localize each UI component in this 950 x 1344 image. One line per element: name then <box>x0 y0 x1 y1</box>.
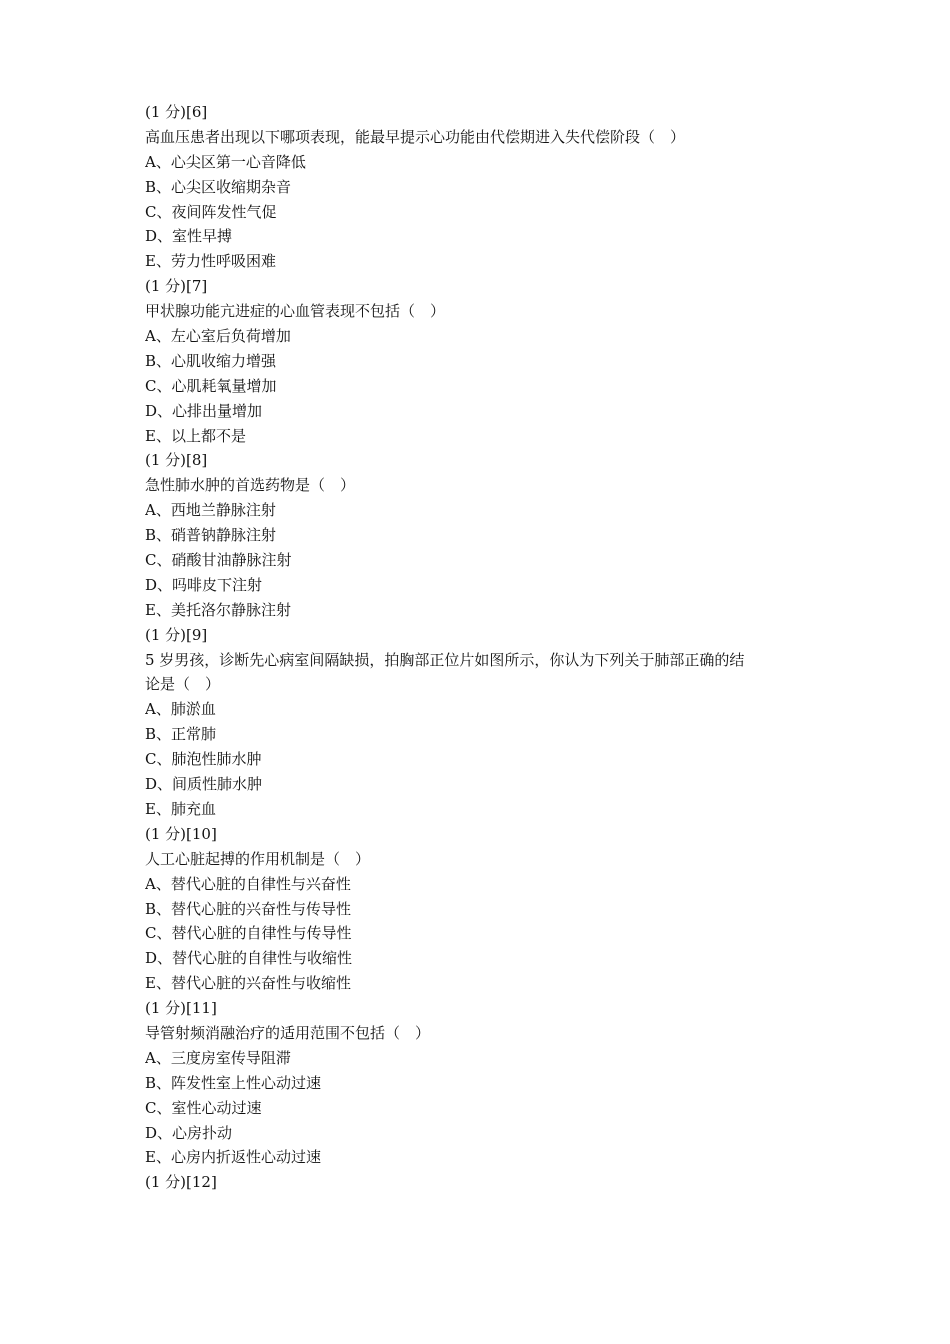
option-c: C、硝酸甘油静脉注射 <box>145 551 292 570</box>
document-page <box>145 100 825 1195</box>
option-b: B、心尖区收缩期杂音 <box>145 177 292 196</box>
option-c: C、心肌耗氧量增加 <box>145 376 277 395</box>
option-e: E、以上都不是 <box>145 426 246 445</box>
option-d: D、室性早搏 <box>145 227 233 246</box>
option-d: D、替代心脏的自律性与收缩性 <box>145 949 353 968</box>
question-text: 导管射频消融治疗的适用范围不包括（ ） <box>145 1023 431 1042</box>
score-label: (1 分)[6] <box>145 103 208 121</box>
option-a: A、左心室后负荷增加 <box>145 327 291 346</box>
option-b: B、正常肺 <box>145 725 217 744</box>
score-label: (1 分)[9] <box>145 625 208 644</box>
option-c: C、肺泡性肺水肿 <box>145 750 262 769</box>
option-d: D、心排出量增加 <box>145 401 263 420</box>
option-b: B、阵发性室上性心动过速 <box>145 1073 322 1092</box>
option-e: E、心房内折返性心动过速 <box>145 1148 321 1167</box>
option-d: D、间质性肺水肿 <box>145 775 263 794</box>
option-a: A、西地兰静脉注射 <box>145 501 276 520</box>
option-a: A、肺淤血 <box>145 700 216 719</box>
option-a: A、心尖区第一心音降低 <box>145 152 306 171</box>
option-c: C、室性心动过速 <box>145 1098 262 1117</box>
option-a: A、三度房室传导阻滞 <box>145 1048 291 1067</box>
option-e: E、劳力性呼吸困难 <box>145 252 276 271</box>
question-text: 急性肺水肿的首选药物是（ ） <box>145 476 356 495</box>
option-b: B、替代心脏的兴奋性与传导性 <box>145 899 352 918</box>
option-b: B、心肌收缩力增强 <box>145 351 277 370</box>
option-d: D、心房扑动 <box>145 1123 233 1142</box>
option-c: C、夜间阵发性气促 <box>145 202 277 221</box>
question-text-continued: 论是（ ） <box>145 675 221 694</box>
question-text: 人工心脏起搏的作用机制是（ ） <box>145 849 371 868</box>
option-e: E、肺充血 <box>145 799 216 818</box>
score-label: (1 分)[8] <box>145 451 208 470</box>
score-label: (1 分)[11] <box>145 999 217 1018</box>
question-text: 高血压患者出现以下哪项表现，能最早提示心功能由代偿期进入失代偿阶段（ ） <box>145 127 686 146</box>
option-e: E、替代心脏的兴奋性与收缩性 <box>145 974 351 993</box>
option-b: B、硝普钠静脉注射 <box>145 526 277 545</box>
score-label: (1 分)[10] <box>145 824 217 843</box>
score-label: (1 分)[12] <box>145 1173 217 1192</box>
option-c: C、替代心脏的自律性与传导性 <box>145 924 352 943</box>
score-label: (1 分)[7] <box>145 277 208 296</box>
option-a: A、替代心脏的自律性与兴奋性 <box>145 874 351 893</box>
question-text: 甲状腺功能亢进症的心血管表现不包括（ ） <box>145 302 446 321</box>
option-d: D、吗啡皮下注射 <box>145 575 263 594</box>
question-text: 5 岁男孩，诊断先心病室间隔缺损，拍胸部正位片如图所示，你认为下列关于肺部正确的结 <box>145 650 745 669</box>
option-e: E、美托洛尔静脉注射 <box>145 600 291 619</box>
